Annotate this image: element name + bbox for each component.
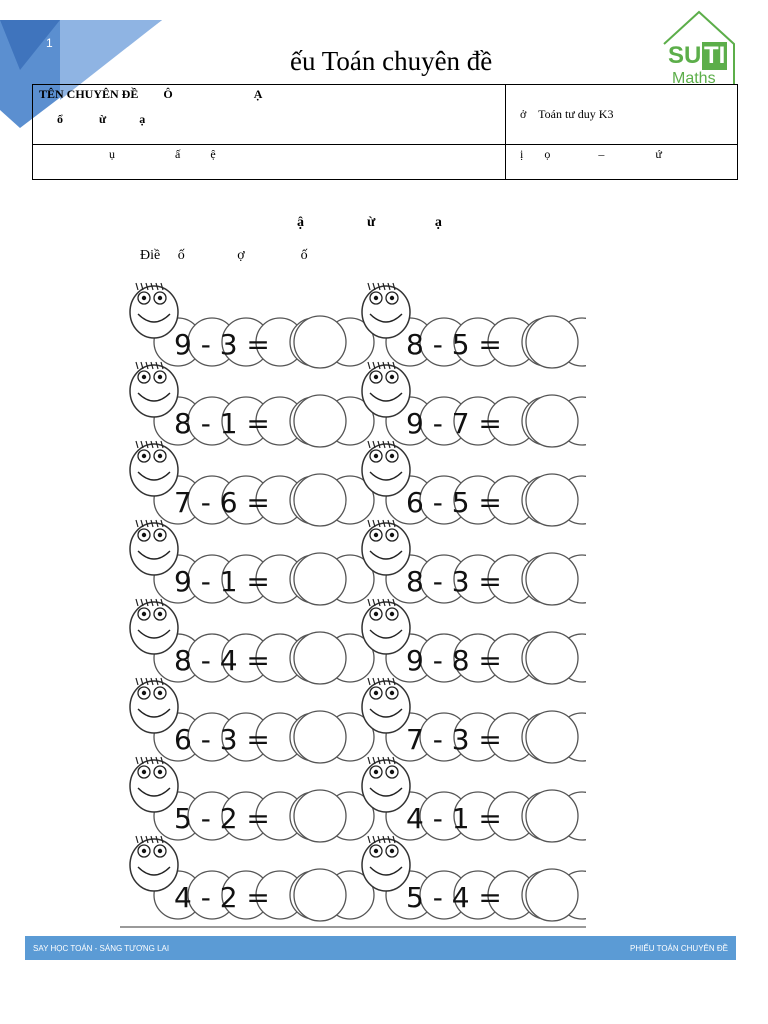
topic-fragment-1: Ô [163,87,173,101]
subtraction-problem: 6 - 3 = [174,723,270,756]
topic-cell [33,85,506,145]
pupil [142,770,146,774]
answer-circle[interactable] [294,553,346,605]
eyelash [136,757,138,764]
caterpillar-problem [130,599,374,684]
pupil [374,612,378,616]
answer-circle[interactable] [526,553,578,605]
caterpillar-head [362,839,410,891]
section-heading: ậ ừ ạ [297,215,442,230]
caterpillar-head [130,365,178,417]
answer-circle[interactable] [294,474,346,526]
subtraction-problem: 8 - 5 = [406,328,502,361]
subtraction-problem: 5 - 4 = [406,881,502,914]
subtraction-problem: 9 - 3 = [174,328,270,361]
caterpillar-head [362,286,410,338]
caterpillar-problem [362,836,586,921]
answer-circle[interactable] [526,632,578,684]
caterpillar-head [130,602,178,654]
eyelash [368,599,370,606]
pupil [374,691,378,695]
caterpillar-problem [130,678,374,763]
topic-info-table [32,84,738,180]
exercise-divider [120,926,586,928]
topic-fragment-2: Ạ [253,87,263,101]
level-cell [506,85,738,145]
pupil [390,691,394,695]
eyelash [136,283,138,290]
level-text: ở Toán tư duy K3 [520,107,614,121]
pupil [158,691,162,695]
pupil [374,849,378,853]
eyelash [136,599,138,606]
row2-right-text: ị ọ – ứ [520,147,662,161]
logo-text-ti: TI [704,42,726,69]
subtraction-problem: 9 - 1 = [174,565,270,598]
answer-circle[interactable] [294,316,346,368]
pupil [390,296,394,300]
footer-slogan: SAY HỌC TOÁN - SÁNG TƯƠNG LAI [33,944,170,953]
answer-circle[interactable] [294,711,346,763]
eyelash [368,362,370,369]
caterpillar-problem [130,520,374,605]
logo-text-maths: Maths [672,70,716,84]
row2-left-cell [33,145,506,180]
caterpillar-problem [130,757,374,842]
row2-right-cell [506,145,738,180]
caterpillar-problem [362,678,586,763]
pupil [374,296,378,300]
caterpillar-head [130,286,178,338]
caterpillar-head [130,523,178,575]
pupil [158,375,162,379]
eyelash [368,441,370,448]
caterpillar-head [362,444,410,496]
pupil [142,375,146,379]
answer-circle[interactable] [526,474,578,526]
pupil [374,454,378,458]
caterpillar-problem [362,283,586,368]
subtraction-problem: 7 - 6 = [174,486,270,519]
subtraction-problem: 8 - 1 = [174,407,270,440]
caterpillar-problem [130,836,374,921]
subtraction-problem: 8 - 3 = [406,565,502,598]
subtraction-problem: 4 - 1 = [406,802,502,835]
eyelash [136,836,138,843]
eyelash [136,678,138,685]
answer-circle[interactable] [294,790,346,842]
caterpillar-problem [362,520,586,605]
subtraction-problem: 9 - 8 = [406,644,502,677]
answer-circle[interactable] [526,790,578,842]
pupil [390,770,394,774]
pupil [374,375,378,379]
caterpillar-problem [362,757,586,842]
eyelash [368,757,370,764]
answer-circle[interactable] [526,711,578,763]
topic-label: TÊN CHUYÊN ĐỀ [39,87,139,101]
row2-left-text: ụ ấ ệ [109,147,216,161]
eyelash [136,520,138,527]
eyelash [136,362,138,369]
caterpillar-problem [362,441,586,526]
pupil [374,533,378,537]
caterpillar-problem [130,441,374,526]
caterpillar-head [130,839,178,891]
pupil [390,612,394,616]
answer-circle[interactable] [294,632,346,684]
caterpillar-head [130,760,178,812]
subtraction-problem: 5 - 2 = [174,802,270,835]
page-title: ếu Toán chuyên đề [290,46,493,76]
pupil [158,296,162,300]
pupil [142,533,146,537]
caterpillar-head [362,602,410,654]
answer-circle[interactable] [526,316,578,368]
page-footer [25,936,736,960]
subtraction-exercise [120,278,586,928]
pupil [142,612,146,616]
answer-circle[interactable] [294,395,346,447]
subtraction-problem: 9 - 7 = [406,407,502,440]
pupil [158,770,162,774]
footer-doc-type: PHIẾU TOÁN CHUYÊN ĐỀ [630,944,728,953]
instruction-text: Điề ố ợ ố [140,248,308,263]
logo-text-su: SU [668,42,702,69]
caterpillar-problem [130,362,374,447]
answer-circle[interactable] [526,869,578,921]
subtraction-problem: 7 - 3 = [406,723,502,756]
pupil [142,296,146,300]
subtraction-problem: 8 - 4 = [174,644,270,677]
eyelash [136,441,138,448]
eyelash [368,678,370,685]
caterpillar-head [362,760,410,812]
pupil [374,770,378,774]
eyelash [368,520,370,527]
subtraction-problem: 4 - 2 = [174,881,270,914]
answer-circle[interactable] [294,869,346,921]
eyelash [368,836,370,843]
caterpillar-problem [362,599,586,684]
pupil [158,454,162,458]
suti-maths-logo [660,10,738,84]
caterpillar-head [362,365,410,417]
answer-circle[interactable] [526,395,578,447]
caterpillar-head [130,444,178,496]
pupil [390,533,394,537]
caterpillar-head [130,681,178,733]
caterpillar-problem [130,283,374,368]
topic-line-2: ổ ừ ạ [57,112,146,126]
pupil [390,849,394,853]
subtraction-problem: 6 - 5 = [406,486,502,519]
pupil [142,691,146,695]
page-number: 1 [46,36,53,50]
caterpillar-problem [362,362,586,447]
pupil [158,612,162,616]
pupil [158,849,162,853]
pupil [142,849,146,853]
pupil [142,454,146,458]
pupil [390,375,394,379]
caterpillar-head [362,523,410,575]
caterpillar-head [362,681,410,733]
pupil [158,533,162,537]
pupil [390,454,394,458]
eyelash [368,283,370,290]
